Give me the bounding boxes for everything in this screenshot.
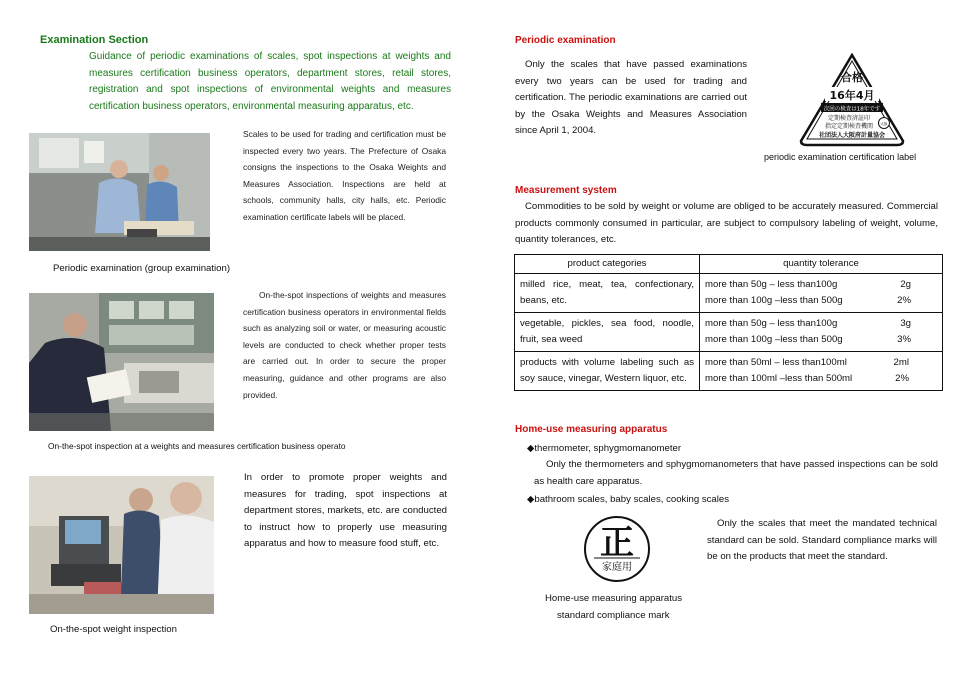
label-next: 次回の検査は18年です (823, 106, 881, 113)
label-line1: 定期検査済証印 (827, 115, 871, 122)
table-row (515, 313, 943, 352)
thermometer-text: Only the thermometers and sphygmomanometers that have passed inspections can be sold as health care apparatus. (534, 459, 938, 487)
caption-business-operator-inspection: On-the-spot inspection at a weights and measures certification business operato (48, 441, 346, 451)
certification-label-caption: periodic examination certification label (764, 152, 917, 162)
label-pass: 合格 (841, 71, 863, 84)
range: more than 100ml –less than 500ml (705, 373, 853, 384)
examination-section-title: Examination Section (40, 34, 149, 46)
range: more than 100g –less than 500g (705, 334, 843, 345)
bullet-scales: ◆bathroom scales, baby scales, cooking scales (527, 494, 730, 505)
row-category: vegetable, pickles, sea food, noodle, fruit, sea weed (515, 313, 700, 352)
photo-group-examination (29, 133, 210, 251)
row-tolerance (700, 274, 943, 313)
label-seal: 大阪 (880, 122, 888, 126)
row-tolerance (700, 313, 943, 352)
home-use-title: Home-use measuring apparatus (515, 424, 668, 435)
row-category: milled rice, meat, tea, confectionary, beans, etc. (515, 274, 700, 313)
compliance-mark-caption-2: standard compliance mark (557, 610, 670, 621)
tolerance: 2% (895, 373, 909, 384)
range: more than 100g –less than 500g (705, 295, 843, 306)
row-category: products with volume labeling such as soy sauce, vinegar, Western liquor, etc. (515, 352, 700, 391)
caption-group-examination: Periodic examination (group examination) (53, 263, 231, 274)
tolerance-table (514, 254, 943, 391)
caption-weight-inspection: On-the-spot weight inspection (50, 624, 177, 635)
range: more than 50g – less than100g (705, 279, 838, 290)
table-row (515, 352, 943, 391)
compliance-mark-text: Only the scales that meet the mandated technical standard can be sold. Standard compliance marks will be on the products that meet the standard. (707, 518, 937, 562)
certification-label-image (797, 53, 907, 147)
compliance-mark-icon (582, 514, 652, 584)
tolerance: 2g (900, 279, 911, 290)
compliance-mark-caption-1: Home-use measuring apparatus (545, 593, 683, 604)
tolerance: 3% (897, 334, 911, 345)
label-line2: 指定定期検査機関 (824, 123, 874, 130)
header-quantity-tolerance: quantity tolerance (700, 255, 943, 274)
bullet-thermometer: ◆thermometer, sphygmomanometer (527, 443, 682, 454)
row-tolerance (700, 352, 943, 391)
mark-char: 正 (600, 523, 634, 563)
tolerance: 2% (897, 295, 911, 306)
examination-intro: Guidance of periodic examinations of scales, spot inspections at weights and measures certification business operators, department stores, retail stores, registration and spot inspections of environmental weights and measures certification business operators, environmental measuring apparatus, etc. (89, 51, 451, 112)
measurement-system-title: Measurement system (515, 185, 617, 196)
block2-text: On-the-spot inspections of weights and measures certification business operators in environmental fields such as analyzing soil or water, or measuring acoustic levels are conducted to check whether proper tests are carried out. In order to secure the proper measuring, guidance and other programs are also provided. (243, 290, 446, 400)
photo-weight-inspection (29, 476, 214, 614)
periodic-examination-title: Periodic examination (515, 35, 616, 46)
photo-business-operator-inspection (29, 293, 214, 431)
header-product-categories: product categories (515, 255, 700, 274)
range: more than 50g – less than100g (705, 318, 838, 329)
mark-sub: 家庭用 (602, 562, 632, 573)
periodic-examination-text: Only the scales that have passed examinations every two years can be used for trading and certification. The periodic examinations are carried out by the Osaka Weights and Measures Association since April 1, 2004. (515, 59, 747, 136)
range: more than 50ml – less than100ml (705, 357, 847, 368)
table-header-row (515, 255, 943, 274)
label-org: 社団法人大阪府計量協会 (818, 132, 886, 139)
label-date: 16年4月 (829, 89, 875, 102)
block1-text: Scales to be used for trading and certification must be inspected every two years. The Prefecture of Osaka consigns the inspections to the Osaka Weights and Measures Association. Inspections are held at schools, community halls, city halls, etc. Periodic examination certificate labels will be placed. (243, 129, 446, 222)
tolerance: 2ml (893, 357, 909, 368)
tolerance: 3g (900, 318, 911, 329)
block3-text: In order to promote proper weights and measures for trading, spot inspections at department stores, markets, etc. are conducted to instruct how to properly use measuring apparatus and how to measure food stuff, etc. (244, 472, 447, 549)
table-row (515, 274, 943, 313)
measurement-system-text: Commodities to be sold by weight or volume are obliged to be accurately measured. Commercial products commonly consumed in particular, are subject to compulsory labeling of weight, volume, quantity tolerances, etc. (515, 201, 938, 245)
